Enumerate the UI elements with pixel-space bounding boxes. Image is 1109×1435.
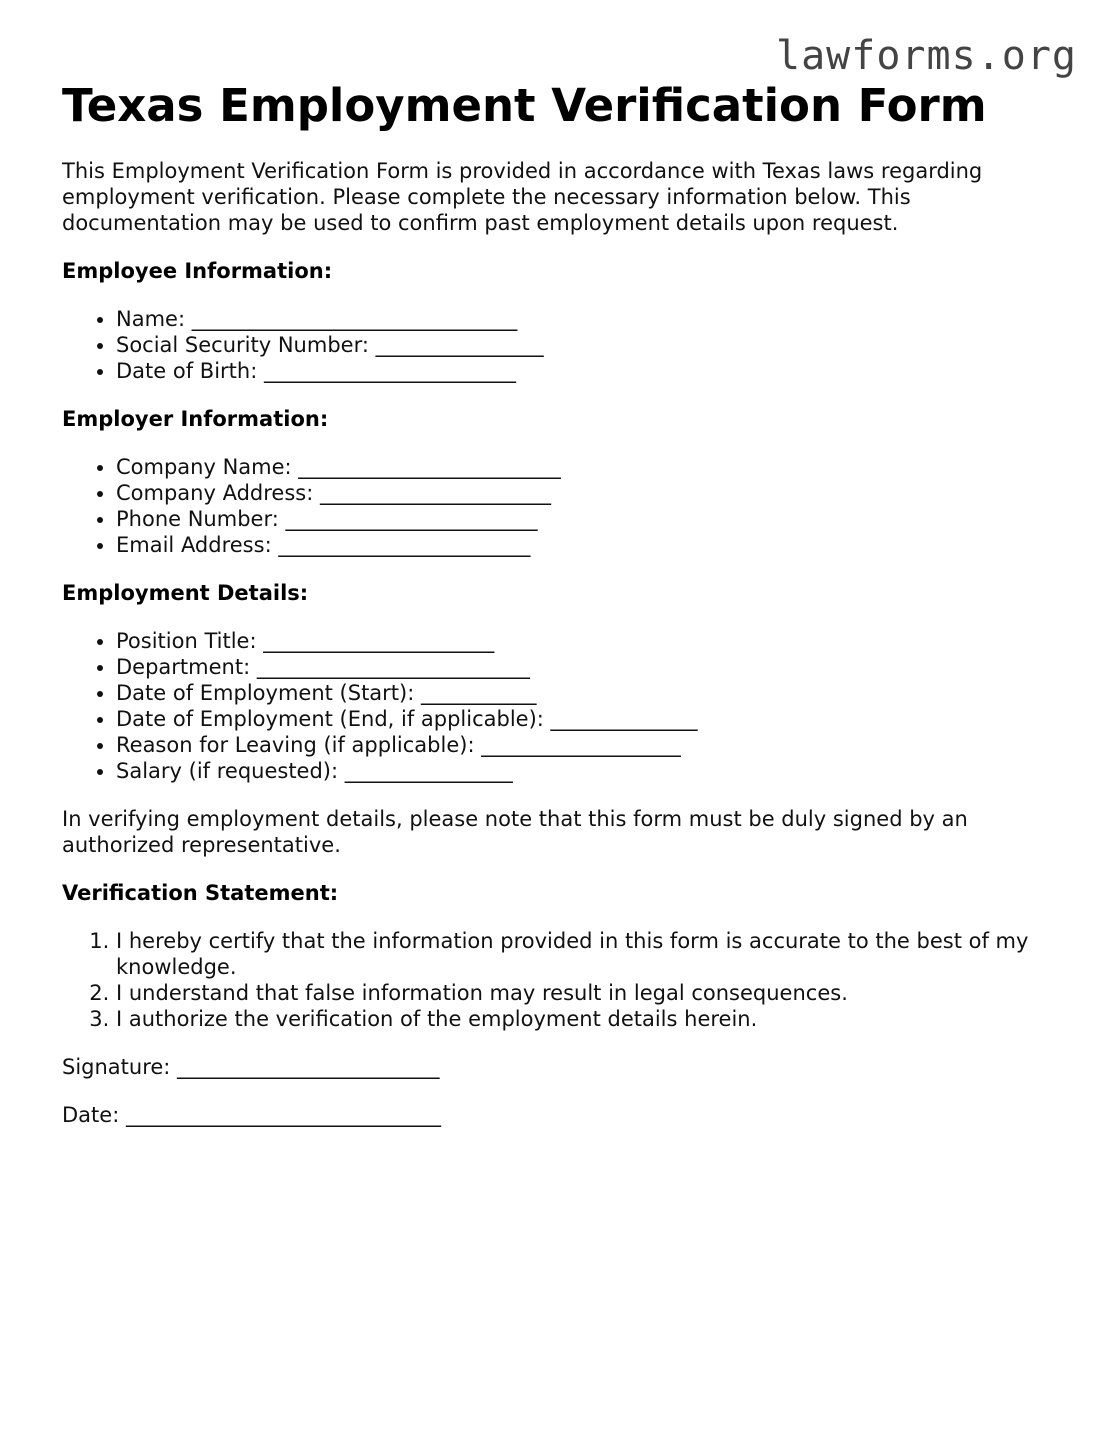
end-date-field: • Date of Employment (End, if applicable): ______________ [116, 706, 1052, 732]
employee-section-heading: Employee Information: [62, 259, 333, 283]
signature-line: Signature: _________________________ [62, 1055, 440, 1079]
watermark-logo: lawforms.org [776, 33, 1077, 79]
phone-number-field: • Phone Number: ________________________ [116, 506, 1052, 532]
verification-statement-list [62, 928, 1052, 1032]
employer-field-list [62, 454, 1052, 558]
start-date-field: • Date of Employment (Start): ___________ [116, 680, 1052, 706]
document-page [62, 80, 1052, 1150]
verification-item: 2. I understand that false information may result in legal consequences. [116, 980, 1052, 1006]
intro-paragraph: This Employment Verification Form is provided in accordance with Texas laws regarding employment verification. Please complete the necessary information below. This documentation may be used to confirm past employment details upon request. [62, 159, 983, 235]
reason-for-leaving-field: • Reason for Leaving (if applicable): ___________________ [116, 732, 1052, 758]
company-name-field: • Company Name: _________________________ [116, 454, 1052, 480]
employment-field-list [62, 628, 1052, 784]
company-address-field: • Company Address: ______________________ [116, 480, 1052, 506]
page-title: Texas Employment Verification Form [62, 79, 987, 132]
authorization-note: In verifying employment details, please note that this form must be duly signed by an authorized representative. [62, 807, 968, 857]
department-field: • Department: __________________________ [116, 654, 1052, 680]
verification-section-heading: Verification Statement: [62, 881, 339, 905]
position-title-field: • Position Title: ______________________ [116, 628, 1052, 654]
verification-item: 3. I authorize the verification of the employment details herein. [116, 1006, 1052, 1032]
verification-item: 1. I hereby certify that the information provided in this form is accurate to the best of my knowledge. [116, 928, 1052, 980]
employee-field-list [62, 306, 1052, 384]
employee-dob-field: • Date of Birth: ________________________ [116, 358, 1052, 384]
employee-name-field: • Name: _______________________________ [116, 306, 1052, 332]
employer-section-heading: Employer Information: [62, 407, 329, 431]
employee-ssn-field: • Social Security Number: ________________ [116, 332, 1052, 358]
email-address-field: • Email Address: ________________________ [116, 532, 1052, 558]
date-line: Date: ______________________________ [62, 1103, 441, 1127]
salary-field: • Salary (if requested): ________________ [116, 758, 1052, 784]
employment-section-heading: Employment Details: [62, 581, 309, 605]
